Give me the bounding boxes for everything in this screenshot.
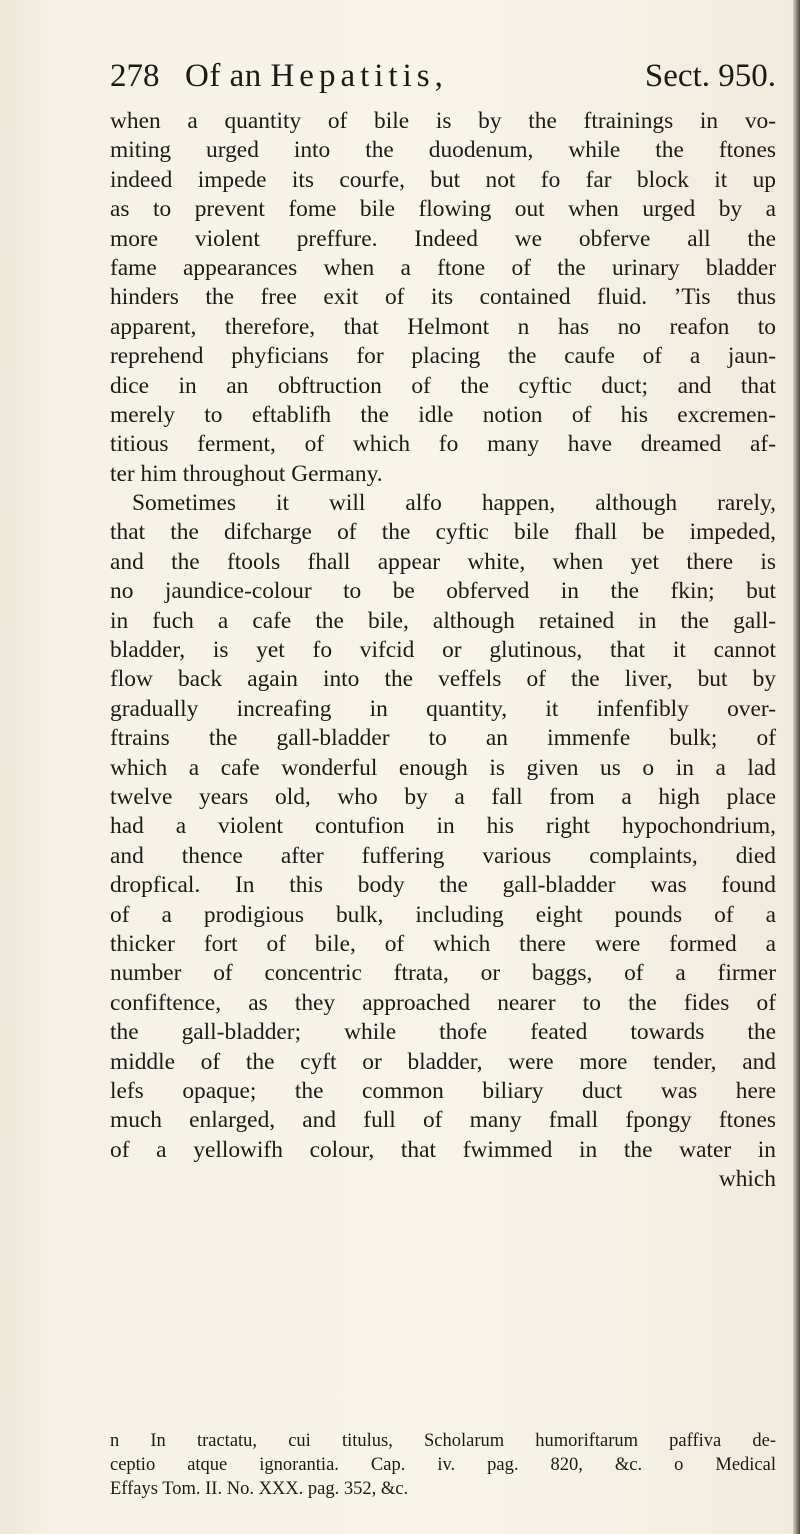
text-line: when a quantity of bile is by the ftrainings in vo-: [110, 108, 776, 134]
text-line: which: [718, 1166, 776, 1193]
text-line: ftrains the gall-bladder to an immenfe bulk; of: [110, 725, 776, 752]
running-title-prefix: Of an: [185, 58, 262, 94]
text-line: miting urged into the duodenum, while the ftones: [110, 137, 776, 164]
footnote-line: Effays Tom. II. No. XXX. pag. 352, &c.: [110, 1479, 409, 1499]
text-line: ter him throughout Germany.: [110, 460, 383, 487]
text-line: much enlarged, and full of many fmall fpongy ftones: [110, 1107, 776, 1134]
text-line: dice in an obftruction of the cyftic duct; and that: [110, 372, 776, 399]
running-header: [110, 58, 776, 102]
text-line: fame appearances when a ftone of the urinary bladder: [110, 254, 776, 281]
text-line: no jaundice-colour to be obferved in the fkin; but: [110, 578, 776, 605]
text-line: thicker fort of bile, of which there were formed a: [110, 930, 776, 957]
footnotes: [110, 1429, 776, 1501]
running-title: [185, 58, 448, 95]
body-text: [110, 107, 776, 1194]
text-line: number of concentric ftrata, or baggs, of a firmer: [110, 960, 776, 987]
text-line: titious ferment, of which fo many have dreamed af-: [110, 431, 776, 458]
page-number: 278: [110, 58, 160, 94]
footnote-line: ceptio atque ignorantia. Cap. iv. pag. 820, &c. o Medical: [110, 1455, 776, 1475]
text-line: and thence after fuffering various complaints, died: [110, 842, 776, 869]
text-line: more violent preffure. Indeed we obferve all the: [110, 225, 776, 252]
text-line: the gall-bladder; while thofe feated towards the: [110, 1019, 776, 1046]
text-line: of a prodigious bulk, including eight pounds of a: [110, 901, 776, 928]
text-line: middle of the cyft or bladder, were more tender, and: [110, 1048, 776, 1075]
text-line: lefs opaque; the common biliary duct was here: [110, 1077, 776, 1104]
text-line: hinders the free exit of its contained fluid. ’Tis thus: [110, 284, 776, 311]
text-line: flow back again into the veffels of the liver, but by: [110, 666, 776, 693]
text-line: indeed impede its courfe, but not fo far block it up: [110, 166, 776, 193]
text-line: dropfical. In this body the gall-bladder was found: [110, 872, 776, 899]
section-number: Sect. 950.: [644, 58, 776, 94]
text-line: apparent, therefore, that Helmont n has no reafon to: [110, 313, 776, 340]
text-line: reprehend phyficians for placing the caufe of a jaun-: [110, 343, 776, 370]
text-line: as to prevent fome bile flowing out when urged by a: [110, 196, 776, 223]
page-edge-shadow: [793, 0, 800, 1534]
text-line: had a violent contufion in his right hypochondrium,: [110, 813, 776, 840]
text-line: Sometimes it will alfo happen, although rarely,: [132, 490, 776, 517]
running-title-subject: Hepatitis,: [270, 58, 448, 94]
text-line: of a yellowifh colour, that fwimmed in the water in: [110, 1136, 776, 1163]
text-line: which a cafe wonderful enough is given us o in a lad: [110, 754, 776, 781]
text-line: merely to eftablifh the idle notion of his excremen-: [110, 401, 776, 428]
text-line: in fuch a cafe the bile, although retained in the gall-: [110, 607, 776, 634]
text-line: that the difcharge of the cyftic bile fhall be impeded,: [110, 519, 776, 546]
text-line: bladder, is yet fo vifcid or glutinous, that it cannot: [110, 637, 776, 664]
text-line: confiftence, as they approached nearer to the fides of: [110, 989, 776, 1016]
text-line: gradually increafing in quantity, it infenfibly over-: [110, 695, 776, 722]
footnote-line: n In tractatu, cui titulus, Scholarum humoriftarum paffiva de-: [110, 1431, 776, 1451]
text-line: twelve years old, who by a fall from a high place: [110, 783, 776, 810]
text-line: and the ftools fhall appear white, when yet there is: [110, 548, 776, 575]
